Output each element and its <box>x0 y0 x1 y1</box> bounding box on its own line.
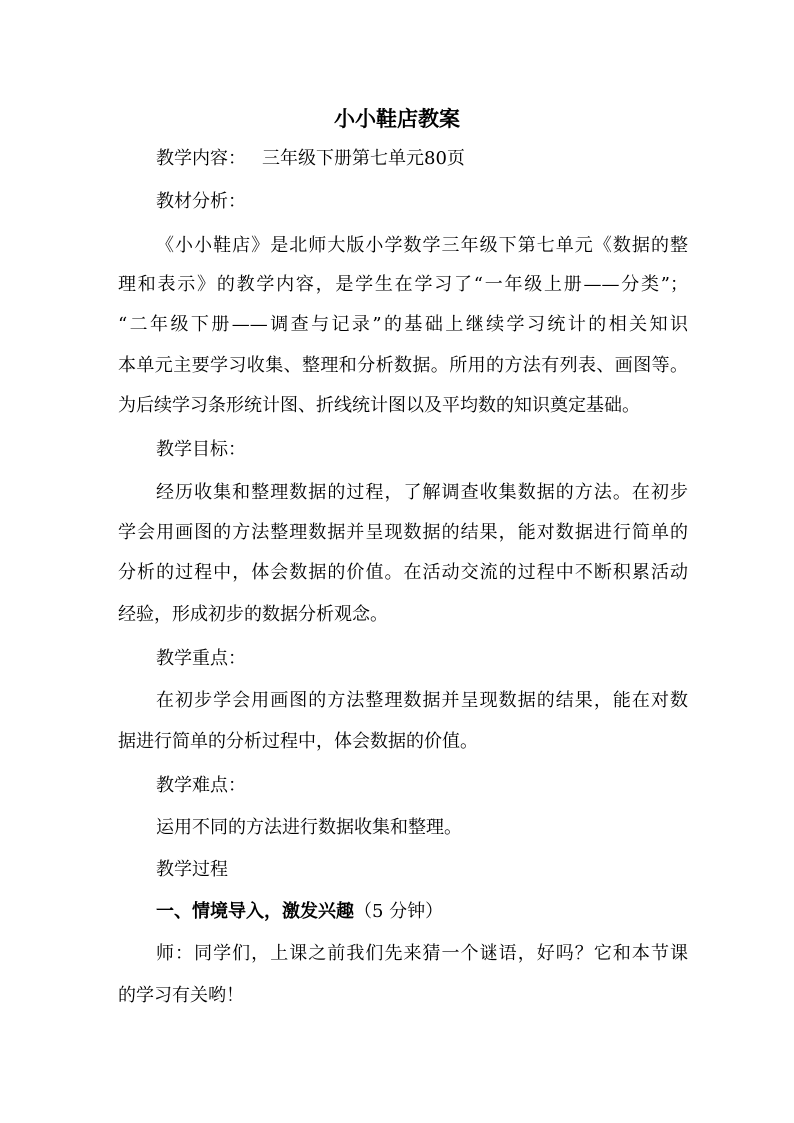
section-one-title: 一、情境导入，激发兴趣 <box>156 901 354 922</box>
analysis-paragraph-line: “二年级下册——调查与记录”的基础上继续学习统计的相关知识 <box>118 314 688 335</box>
analysis-paragraph-line: 理和表示》的教学内容，是学生在学习了“一年级上册——分类”； <box>118 274 688 295</box>
page-title: 小小鞋店教案 <box>334 106 460 131</box>
material-analysis-heading: 教材分析： <box>156 191 246 212</box>
analysis-paragraph-line: 本单元主要学习收集、整理和分析数据。所用的方法有列表、画图等。 <box>118 355 688 376</box>
difficulties-text: 运用不同的方法进行数据收集和整理。 <box>156 817 462 838</box>
teaching-content-label: 教学内容： <box>156 148 246 169</box>
teacher-dialogue-line: 的学习有关哟！ <box>118 985 244 1006</box>
analysis-paragraph-line: 《小小鞋店》是北师大版小学数学三年级下第七单元《数据的整 <box>156 235 688 256</box>
teaching-content-value: 三年级下册第七单元80页 <box>262 148 465 169</box>
goals-paragraph-line: 学会用画图的方法整理数据并呈现数据的结果，能对数据进行简单的 <box>118 522 688 543</box>
goals-paragraph-line: 经验，形成初步的数据分析观念。 <box>118 604 388 625</box>
teaching-goals-heading: 教学目标： <box>156 439 246 460</box>
key-points-paragraph-line: 在初步学会用画图的方法整理数据并呈现数据的结果，能在对数 <box>156 690 688 711</box>
section-one-heading <box>156 899 688 925</box>
section-one-duration: （5 分钟） <box>354 901 444 922</box>
teaching-key-points-heading: 教学重点： <box>156 648 246 669</box>
teaching-content-line <box>156 146 688 172</box>
analysis-paragraph-line: 为后续学习条形统计图、折线统计图以及平均数的知识奠定基础。 <box>118 395 640 416</box>
teacher-dialogue-line: 师：同学们，上课之前我们先来猜一个谜语，好吗？它和本节课 <box>156 943 688 964</box>
goals-paragraph-line: 分析的过程中，体会数据的价值。在活动交流的过程中不断积累活动 <box>118 562 688 583</box>
goals-paragraph-line: 经历收集和整理数据的过程，了解调查收集数据的方法。在初步 <box>156 482 688 503</box>
teaching-difficulties-heading: 教学难点： <box>156 775 246 796</box>
key-points-paragraph-line: 据进行简单的分析过程中，体会数据的价值。 <box>118 731 478 752</box>
teaching-process-heading: 教学过程 <box>156 859 228 880</box>
